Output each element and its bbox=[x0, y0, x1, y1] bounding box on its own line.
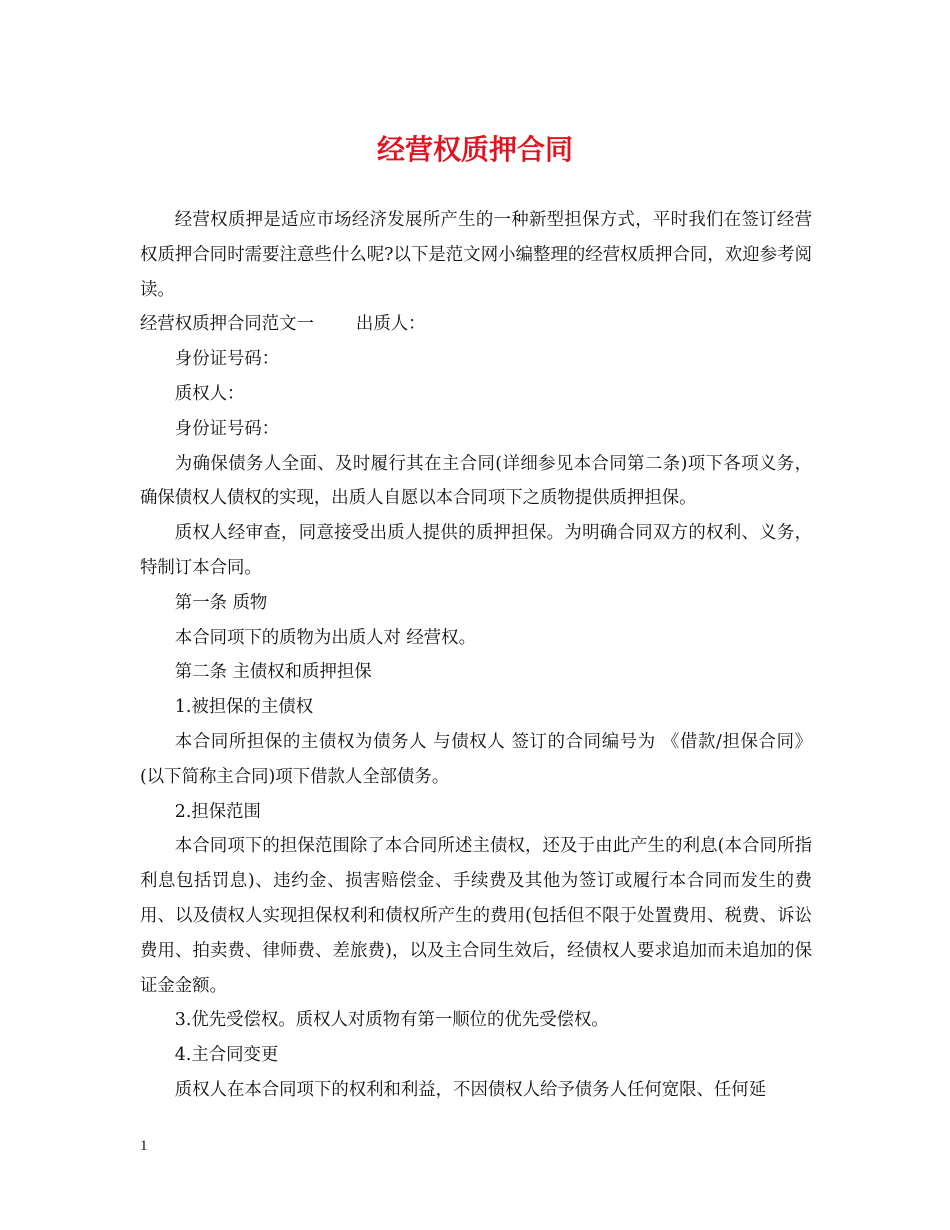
item-4-heading: 4.主合同变更 bbox=[174, 1045, 279, 1066]
page-number: 1 bbox=[140, 1138, 148, 1154]
item-1-text: 本合同所担保的主债权为债务人 与债权人 签订的合同编号为 《借款/担保合同》(以下简称主合同)项下借款人全部债务。 bbox=[140, 731, 812, 787]
acceptance-paragraph: 质权人经审查，同意接受出质人提供的质押担保。为明确合同双方的权利、义务，特制订本合同。 bbox=[140, 523, 812, 578]
pledgee-label: 质权人： bbox=[174, 383, 245, 404]
purpose-paragraph: 为确保债务人全面、及时履行其在主合同(详细参见本合同第二条)项下各项义务，确保债权人债权的实现，出质人自愿以本合同项下之质物提供质押担保。 bbox=[140, 453, 812, 509]
pledgor-label: 出质人： bbox=[355, 314, 426, 335]
item-4-text: 质权人在本合同项下的权利和利益，不因债权人给予债务人任何宽限、任何延 bbox=[174, 1079, 767, 1100]
document-title: 经营权质押合同 bbox=[376, 133, 573, 166]
article-1-heading: 第一条 质物 bbox=[174, 592, 268, 613]
sample-heading: 经营权质押合同范文一 bbox=[140, 314, 314, 335]
item-1-heading: 1.被担保的主债权 bbox=[174, 697, 314, 718]
pledgor-id-number: 身份证号码： bbox=[174, 349, 280, 370]
document-body bbox=[140, 203, 812, 1108]
item-2-heading: 2.担保范围 bbox=[174, 801, 261, 822]
article-2-heading: 第二条 主债权和质押担保 bbox=[174, 662, 372, 683]
item-3-text: 3.优先受偿权。质权人对质物有第一顺位的优先受偿权。 bbox=[174, 1010, 609, 1031]
item-2-text: 本合同项下的担保范围除了本合同所述主债权，还及于由此产生的利息(本合同所指利息包括罚息)、违约金、损害赔偿金、手续费及其他为签订或履行本合同而发生的费用、以及债权人实现担保权利和债权所产生的费用(包括但不限于处置费用、税费、诉讼费用、拍卖费、律师费、差旅费)，以及主合同生效后，经债权人要求追加而未追加的保证金金额。 bbox=[140, 836, 812, 996]
pledgee-id-number: 身份证号码： bbox=[174, 418, 280, 439]
intro-paragraph: 经营权质押是适应市场经济发展所产生的一种新型担保方式，平时我们在签订经营权质押合同时需要注意些什么呢?以下是范文网小编整理的经营权质押合同，欢迎参考阅读。 bbox=[140, 210, 812, 300]
article-1-text: 本合同项下的质物为出质人对 经营权。 bbox=[174, 627, 476, 648]
sample-heading-line bbox=[140, 307, 812, 342]
